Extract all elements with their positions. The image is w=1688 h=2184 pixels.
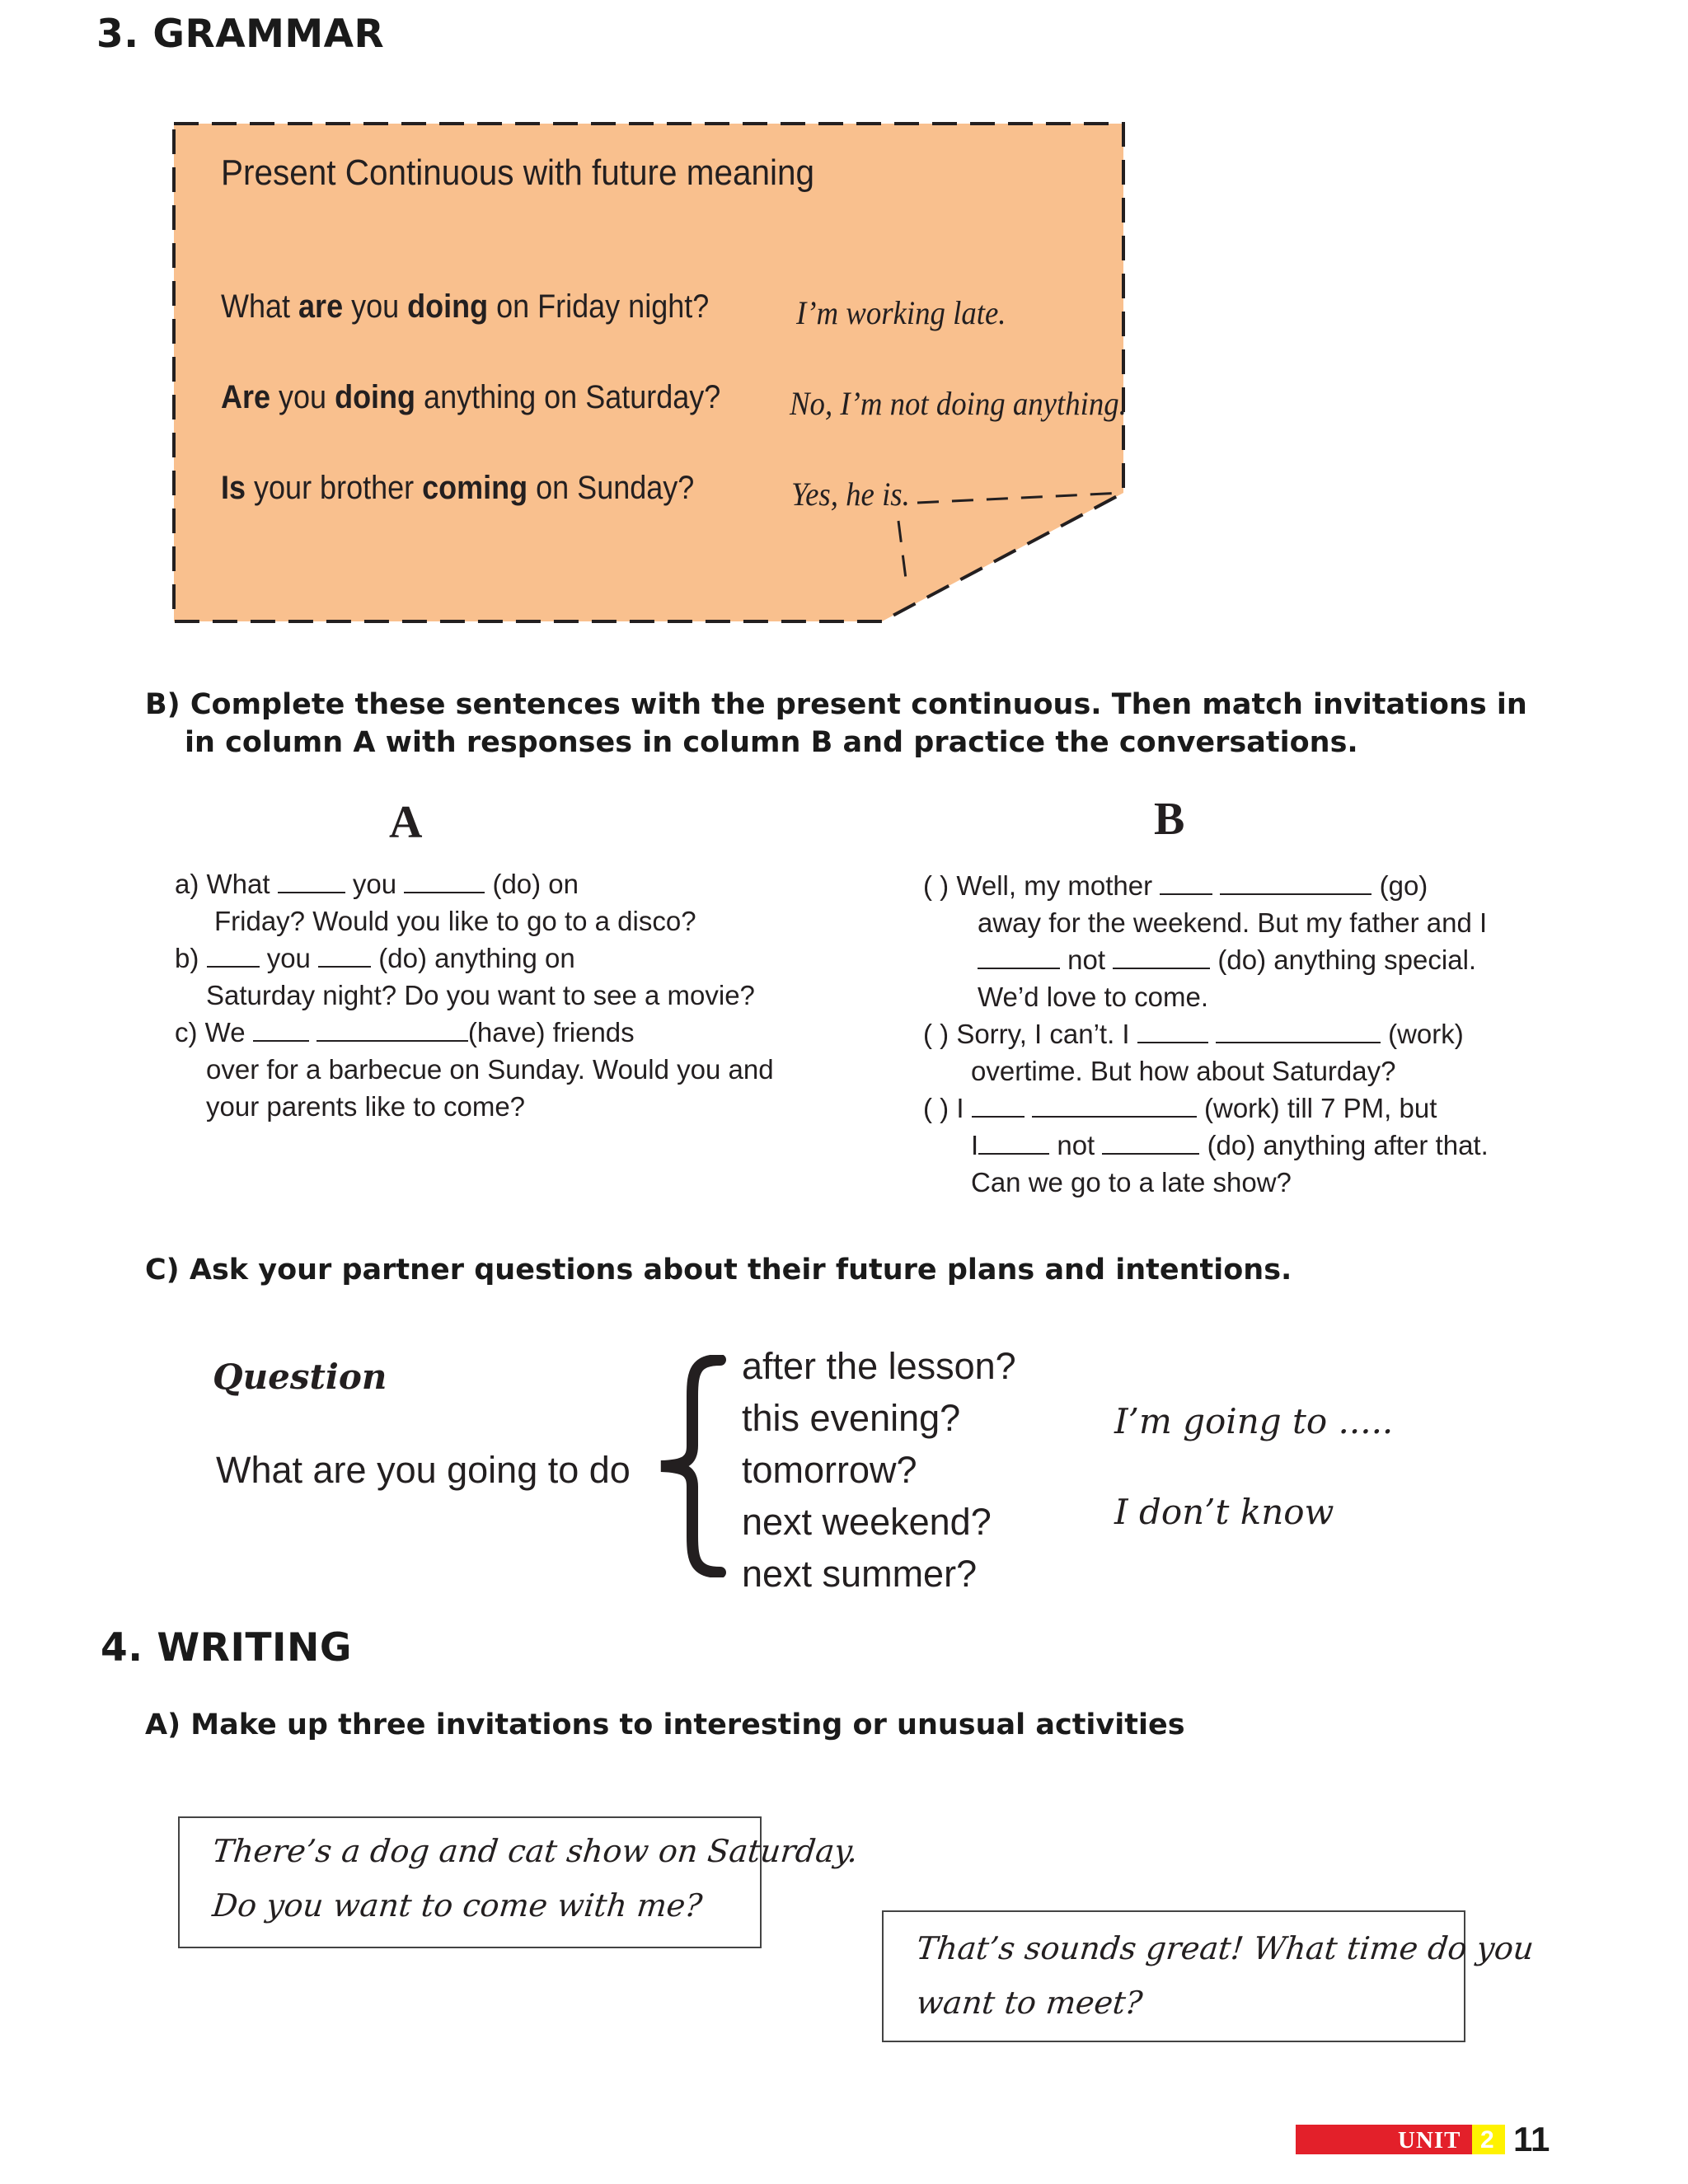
curly-brace-icon [654,1355,729,1577]
fill-blank[interactable] [207,966,260,968]
unit-badge: UNIT [1296,2125,1472,2154]
column-a-item-a: a) What you (do) on Friday? Would you like to go to a disco? [175,869,696,936]
time-option: tomorrow? [742,1449,917,1491]
column-b-response-2: ( ) Sorry, I can’t. I (work) overtime. But how about Saturday? [923,1019,1464,1086]
column-b-heading: B [1154,794,1185,845]
invitation-note: There’s a dog and cat show on Saturday. Do you want to come with me? [178,1816,762,1948]
grammar-question-3: Is your brother coming on Sunday? [221,470,695,506]
fill-blank[interactable] [278,892,345,893]
fill-blank[interactable] [1137,1042,1208,1043]
section-heading-grammar: 3. GRAMMAR [96,12,385,57]
column-a-item-b: b) you (do) anything on Saturday night? Do you want to see a movie? [175,943,755,1010]
grammar-question-1: What are you doing on Friday night? [221,288,710,325]
fill-blank[interactable] [1160,893,1212,895]
column-a-item-c: c) We (have) friends over for a barbecue on Sunday. Would you and your parents like to come? [175,1017,774,1122]
fill-blank[interactable] [978,1153,1049,1155]
unit-number-badge: 2 [1472,2125,1505,2154]
response-note: That’s sounds great! What time do you want to meet? [882,1910,1465,2042]
exercise-b-instruction: B) Complete these sentences with the present continuous. Then match invitations in in column A with responses in column B and practice the conversations. [145,688,1527,759]
column-a-heading: A [389,797,423,848]
grammar-answer-1: I’m working late. [796,294,1006,331]
time-option: next weekend? [742,1501,992,1543]
writing-instruction: A) Make up three invitations to interesting or unusual activities [145,1708,1185,1741]
fill-blank[interactable] [972,1116,1025,1118]
fill-blank[interactable] [1102,1153,1199,1155]
section-heading-writing: 4. WRITING [101,1625,352,1671]
fill-blank[interactable] [978,968,1060,969]
fill-blank[interactable] [253,1040,309,1042]
exercise-c-instruction: C) Ask your partner questions about their future plans and intentions. [145,1254,1292,1286]
grammar-answer-3: Yes, he is. [791,476,910,513]
fill-blank[interactable] [1220,893,1372,895]
grammar-question-2: Are you doing anything on Saturday? [221,379,721,415]
answer-dont-know: I don’t know [1114,1492,1334,1532]
time-options-list [742,1340,1016,1600]
answer-going-to: I’m going to ..... [1114,1401,1394,1441]
column-b-response-1: ( ) Well, my mother (go) away for the weekend. But my father and I not (do) anything special. We’d love to come. [923,870,1488,1012]
column-b-response-3: ( ) I (work) till 7 PM, but I not (do) anything after that. Can we go to a late show? [923,1093,1489,1197]
fill-blank[interactable] [316,1040,468,1042]
grammar-box-title: Present Continuous with future meaning [221,152,815,193]
fill-blank[interactable] [404,892,485,893]
fill-blank[interactable] [318,966,371,968]
page-number: 11 [1513,2120,1550,2158]
question-stem: What are you going to do [216,1449,631,1491]
fill-blank[interactable] [1113,968,1210,969]
grammar-answer-2: No, I’m not doing anything. [790,385,1127,422]
fill-blank[interactable] [1216,1042,1381,1043]
time-option: after the lesson? [742,1345,1016,1387]
fill-blank[interactable] [1032,1116,1197,1118]
time-option: this evening? [742,1397,961,1439]
time-option: next summer? [742,1553,978,1595]
question-label: Question [213,1357,387,1397]
